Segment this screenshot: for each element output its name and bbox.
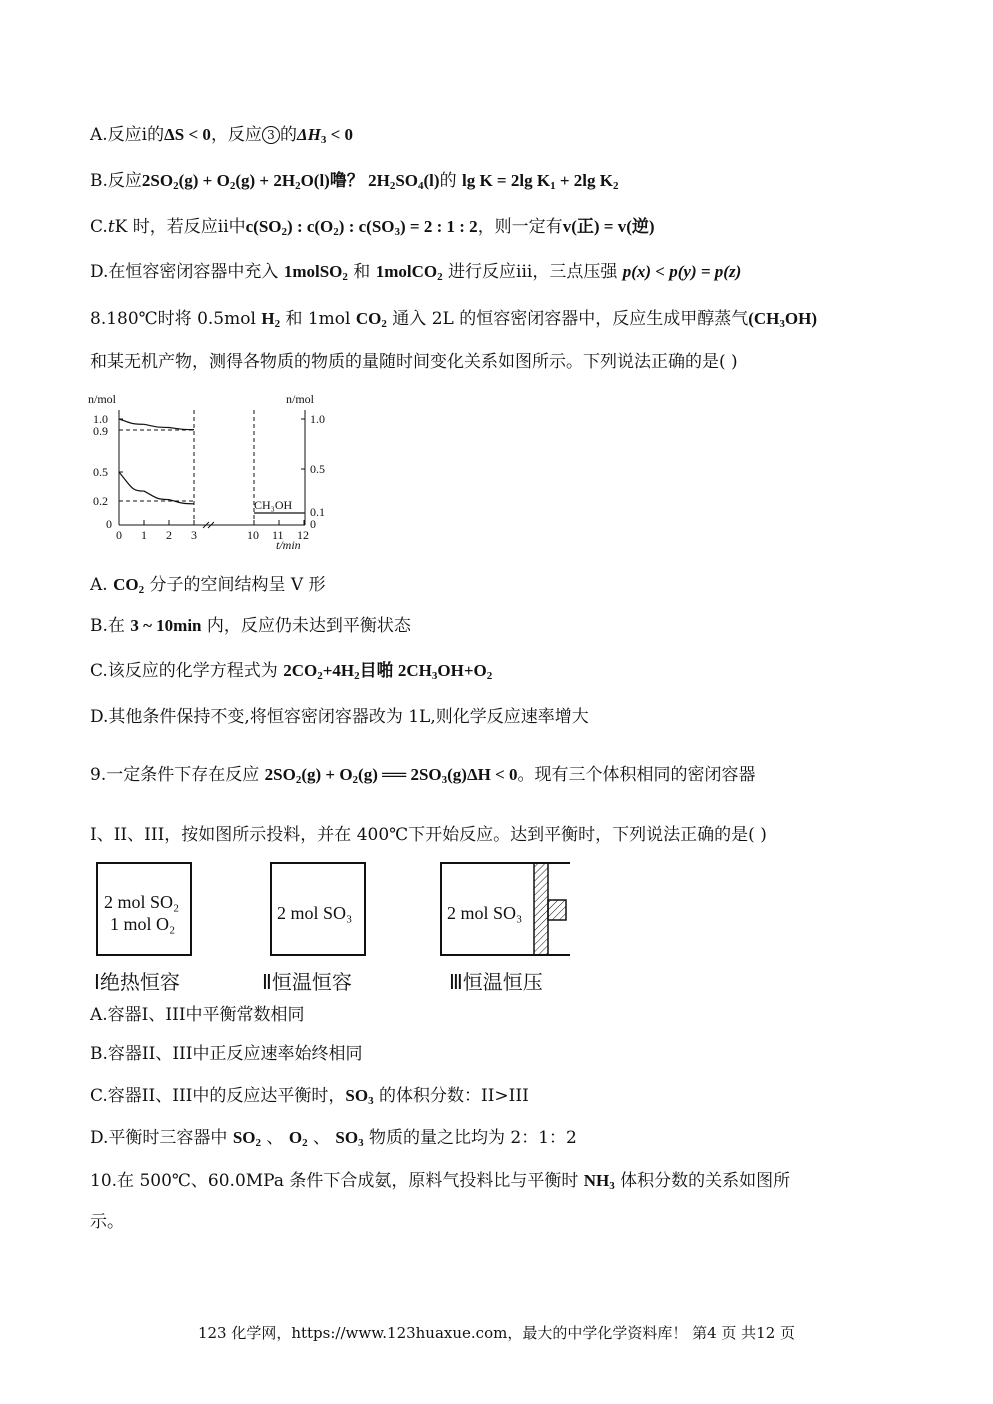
x-tick-10: 10 xyxy=(247,528,259,542)
left-tick-0.9: 0.9 xyxy=(93,424,108,438)
q7-option-a: A.反应i的ΔS < 0，反应 3 的$\Delta H_3 < 0$ xyxy=(90,125,354,146)
right-tick-0.5: 0.5 xyxy=(310,462,325,476)
container-3-label: 2 mol SO₃ xyxy=(447,903,523,923)
x-tick-3: 3 xyxy=(191,528,197,542)
right-tick-0: 0 xyxy=(310,517,316,531)
q9-option-a: A.容器I、III中平衡常数相同 xyxy=(90,1005,305,1025)
q10-stem-line1: 10.在 500℃、60.0MPa 条件下合成氨，原料气投料比与平衡时 $NH_3$ 体积分数的关系如图所 xyxy=(90,1171,791,1192)
container-1-line1: 2 mol SO₂ xyxy=(104,892,180,912)
left-tick-1.0: 1.0 xyxy=(93,412,108,426)
q9-stem-line2: I、II、III，按如图所示投料，并在 400℃下开始反应。达到平衡时，下列说法正确的是( ) xyxy=(90,825,767,845)
q8-option-d: D.其他条件保持不变,将恒容密闭容器改为 1L,则化学反应速率增大 xyxy=(90,707,589,727)
container-1-line2: 1 mol O₂ xyxy=(110,914,176,934)
left-tick-0: 0 xyxy=(106,517,112,531)
x-tick-11: 11 xyxy=(272,528,284,542)
q8-option-c: C.该反应的化学方程式为 $2CO_2+4H_2$目啪 $2CH_3OH+O_2$ xyxy=(90,661,493,682)
q8-stem-line2: 和某无机产物，测得各物质的物质的量随时间变化关系如图所示。下列说法正确的是( ) xyxy=(90,352,738,372)
q8-option-b: B.在 3 ~ 10min 内，反应仍未达到平衡状态 xyxy=(90,616,411,636)
q10-stem-line2: 示。 xyxy=(90,1212,124,1232)
q9-stem-line1: 9.一定条件下存在反应 $2SO_2(g) + O_2(g)$ ══ $2SO_3(g)\Delta H < 0$。现有三个体积相同的密闭容器 xyxy=(90,765,756,786)
ch3oh-annotation: CH₃OH xyxy=(254,498,293,512)
caption-3: Ⅲ恒温恒压 xyxy=(449,970,543,994)
q8-option-a: A. $CO_2$ 分子的空间结构呈 V 形 xyxy=(90,575,326,596)
x-tick-0: 0 xyxy=(116,528,122,542)
page-footer: 123 化学网，https://www.123huaxue.com，最大的中学化学资料库！ 第4 页 共12 页 xyxy=(197,1324,796,1342)
q7-option-c: C.tK 时，若反应ii中$c(SO_2)$ : $c(O_2)$ : $c(SO_3) = 2$ : 1 : 2，则一定有v(正) = v(逆) xyxy=(90,217,655,238)
caption-2: Ⅱ恒温恒容 xyxy=(262,970,352,994)
q7-option-d: D.在恒容密闭容器中充入 1molSO$_2$ 和 1molCO$_2$ 进行反应iii，三点压强 p(x) < p(y) = p(z) xyxy=(90,262,742,283)
q9-option-b: B.容器II、III中正反应速率始终相同 xyxy=(90,1044,363,1064)
piston xyxy=(532,862,572,956)
right-tick-1.0: 1.0 xyxy=(310,412,325,426)
left-tick-0.2: 0.2 xyxy=(93,494,108,508)
x-tick-2: 2 xyxy=(166,528,172,542)
q9-option-d: D.平衡时三容器中 $SO_2$ 、 $O_2$ 、 $SO_3$ 物质的量之比均为 2：1：2 xyxy=(90,1128,577,1149)
series-line-0 xyxy=(119,419,194,430)
q9-option-c: C.容器II、III中的反应达平衡时，$SO_3$ 的体积分数：II>III xyxy=(90,1086,529,1107)
x-tick-12: 12 xyxy=(297,528,309,542)
x-tick-1: 1 xyxy=(141,528,147,542)
container-2-label: 2 mol SO₃ xyxy=(277,903,353,923)
series-line-1 xyxy=(119,472,194,504)
q7-option-b: B.反应$2SO_2(g) + O_2(g) + 2H_2O(l)$噜？ $2H_2SO_4(l)$的 lg K = 2lg $K_1 + 2\lg$ $K_2$ xyxy=(90,171,619,192)
right-tick-0.1: 0.1 xyxy=(310,505,325,519)
x-axis-label: t/min xyxy=(276,538,301,552)
left-tick-0.5: 0.5 xyxy=(93,465,108,479)
y-axis-label-right: n/mol xyxy=(286,392,315,406)
caption-1: Ⅰ绝热恒容 xyxy=(94,970,180,994)
circled-number: 3 xyxy=(262,126,280,144)
y-axis-label-left: n/mol xyxy=(88,392,117,406)
q8-stem-line1: 8.180℃时将 0.5mol $H_2$ 和 1mol $CO_2$ 通入 2L 的恒容密闭容器中，反应生成甲醇蒸气$(CH_3OH)$ xyxy=(90,309,817,330)
mole-time-graph xyxy=(88,388,338,553)
